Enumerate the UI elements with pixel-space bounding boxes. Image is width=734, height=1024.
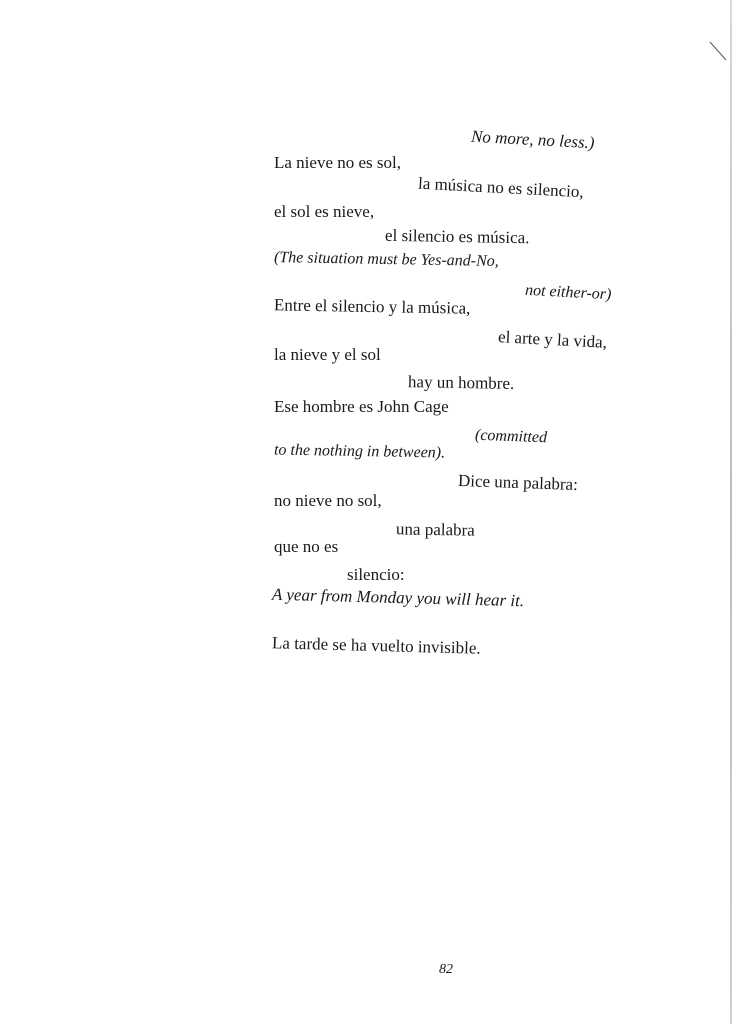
poem-line: el sol es nieve, bbox=[274, 202, 375, 221]
page-edge bbox=[730, 0, 732, 1024]
poem-line: not either-or) bbox=[524, 281, 612, 304]
poem-line: Entre el silencio y la música, bbox=[273, 295, 471, 318]
poem-line: (committed bbox=[474, 426, 548, 447]
poem-line: la nieve y el sol bbox=[274, 345, 381, 364]
poem-line: el silencio es música. bbox=[384, 225, 530, 248]
binding-mark-icon bbox=[708, 40, 730, 64]
poem-line: La nieve no es sol, bbox=[274, 153, 401, 172]
poem-line: (The situation must be Yes-and-No, bbox=[273, 249, 499, 270]
poem-line: A year from Monday you will hear it. bbox=[271, 584, 525, 611]
poem-line: el arte y la vida, bbox=[497, 327, 608, 352]
poem-line: silencio: bbox=[347, 565, 405, 584]
poem-line: Dice una palabra: bbox=[457, 470, 579, 495]
poem-line: Ese hombre es John Cage bbox=[274, 397, 449, 416]
poem-line: no nieve no sol, bbox=[274, 491, 382, 510]
poem-line: la música no es silencio, bbox=[417, 173, 585, 202]
poem-line: La tarde se ha vuelto invisible. bbox=[271, 633, 481, 658]
poem-line: hay un hombre. bbox=[407, 372, 515, 393]
poem-line: que no es bbox=[274, 537, 339, 556]
poem-line: to the nothing in between). bbox=[273, 441, 446, 462]
page-number: 82 bbox=[439, 962, 453, 977]
poem-line: No more, no less.) bbox=[470, 126, 596, 153]
poem-line: una palabra bbox=[395, 519, 475, 540]
